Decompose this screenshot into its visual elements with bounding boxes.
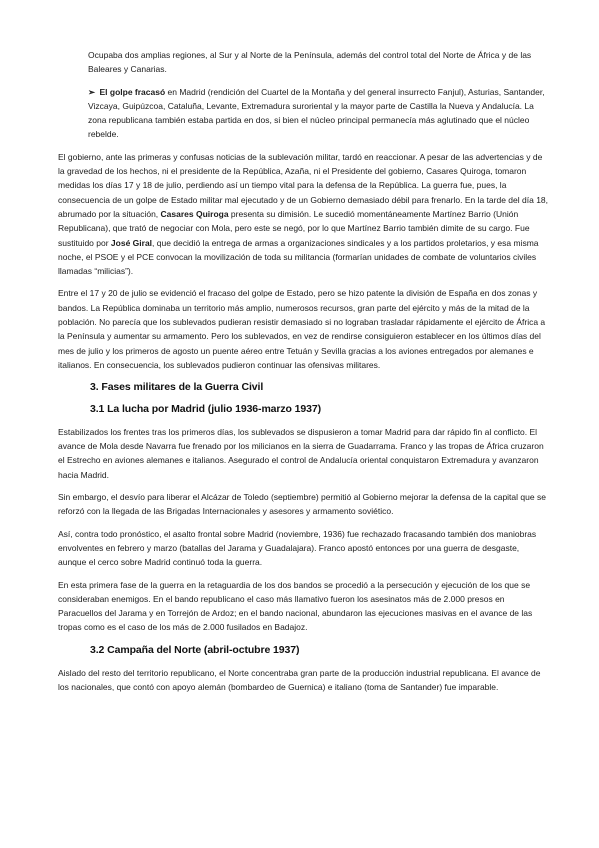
- paragraph-madrid-1: Estabilizados los frentes tras los primeros días, los sublevados se dispusieron a tomar Madrid para dar rápido fin al conflicto. El avance de Mola desde Navarra fue frenado por los milicianos en la sierra de Guadarrama. Franco y las tropas de África cruzaron el Estrecho en aviones alemanes e italianos. Asegurado el control de Andalucía oriental conquistaron Extremadura y avanzaron hacia Madrid.: [58, 426, 544, 480]
- bullet-body: en Madrid (rendición del Cuartel de la Montaña y del general insurrecto Fanjul), Asturias, Santander, Vizcaya, Guipúzcoa, Cataluña, Levante, Extremadura suroriental y la mayor parte de Castilla la Nueva y Andalucía. La zona republicana también estaba partida en dos, si bien el núcleo principal permanecía más aglutinado que el núcleo rebelde.: [88, 86, 545, 140]
- paragraph-madrid-3: Así, contra todo pronóstico, el asalto frontal sobre Madrid (noviembre, 1936) fue rechazado fracasando también dos maniobras envolventes en febrero y marzo (batallas del Jarama y Guadalajara). Franco apostó entonces por una guerra de desgaste, aunque el cerco sobre Madrid continuó toda la guerra.: [58, 528, 537, 568]
- heading-campana-norte: 3.2 Campaña del Norte (abril-octubre 1937): [90, 643, 300, 656]
- bullet-continuation-text: Ocupaba dos amplias regiones, al Sur y al Norte de la Península, además del control total del Norte de África y de las Baleares y Canarias.: [88, 50, 532, 75]
- arrow-bullet-icon: ➢: [88, 86, 96, 97]
- heading-fases-militares: 3. Fases militares de la Guerra Civil: [90, 381, 264, 394]
- heading-lucha-madrid: 3.1 La lucha por Madrid (julio 1936-marzo 1937): [90, 402, 322, 415]
- bullet-bold-lead: El golpe fracasó: [99, 86, 166, 97]
- bold-jose-giral: José Giral: [110, 237, 153, 248]
- paragraph-gobierno-part-3: , que decidió la entrega de armas a organizaciones sindicales y a los partidos proletarios, y esa misma noche, el PSOE y el PCE convocan la movilización de toda su militancia (formarían unidades de combate de voluntarios civiles llamadas “milicias”).: [58, 237, 539, 277]
- paragraph-madrid-2: Sin embargo, el desvío para liberar el Alcázar de Toledo (septiembre) permitió al Gobierno mejorar la defensa de la capital que se reforzó con la llegada de las Brigadas Internacionales y asesores y armamento soviético.: [58, 492, 546, 517]
- bold-casares-quiroga: Casares Quiroga: [160, 208, 229, 219]
- bullet-golpe-fracaso: [88, 85, 547, 142]
- paragraph-norte-1: Aislado del resto del territorio republicano, el Norte concentraba gran parte de la producción industrial republicana. El avance de los nacionales, que contó con apoyo alemán (bombardeo de Guernica) e italiano (toma de Santander) fue imparable.: [58, 667, 541, 693]
- paragraph-fracaso-golpe: Entre el 17 y 20 de julio se evidenció el fracaso del golpe de Estado, pero se hizo patente la división de España en dos zonas y bandos. La República dominaba un territorio más amplio, numerosos recursos, gran parte del ejército y más de la mitad de la población. No parecía que los sublevados pudieran resistir demasiado si no lograban trasladar rápidamente el ejército de África a la Península y aumentar su armamento. Pero los sublevados, en vez de rendirse consiguieron establecer en los últimos días del mes de julio y los primeros de agosto un puente aéreo entre Tetuán y Sevilla gracias a los aviones entregados por alemanes e italianos. En consecuencia, los sublevados pudieron continuar las ofensivas militares.: [58, 288, 546, 370]
- paragraph-gobierno: [58, 150, 549, 279]
- paragraph-madrid-4: En esta primera fase de la guerra en la retaguardia de los dos bandos se procedió a la persecución y ejecución de los que se consideraban enemigos. En el bando republicano el caso más llamativo fueron los asesinatos más de 2.000 presos en Paracuellos del Jarama y en Torrejón de Ardoz; en el bando nacional, abundaron las ejecuciones masivas en el avance de las tropas como es el caso de los más de 2.000 fusilados en Badajoz.: [58, 579, 533, 633]
- paragraph-gobierno-part-2: presenta su dimisión. Le sucedió momentáneamente Martínez Barrio (Unión Republicana), que trató de negociar con Mola, pero este se negó, por lo que Martínez Barrio también dimite de su cargo. Fue sustituido por: [58, 208, 530, 248]
- paragraph-gobierno-part-1: El gobierno, ante las primeras y confusas noticias de la sublevación militar, tardó en reaccionar. A pesar de las advertencias y de la gravedad de los hechos, ni el presidente de la República, Azaña, ni el Presidente del gobierno, Casares Quiroga, tomaron medidas los días 17 y 18 de julio, perdiendo así un tiempo vital para la defensa de la República. La guerra fue, pues, la consecuencia de un golpe de Estado militar mal ejecutado y de un Gobierno demasiado débil para frenarlo. En la tarde del día 18, abrumado por la situación,: [58, 151, 549, 219]
